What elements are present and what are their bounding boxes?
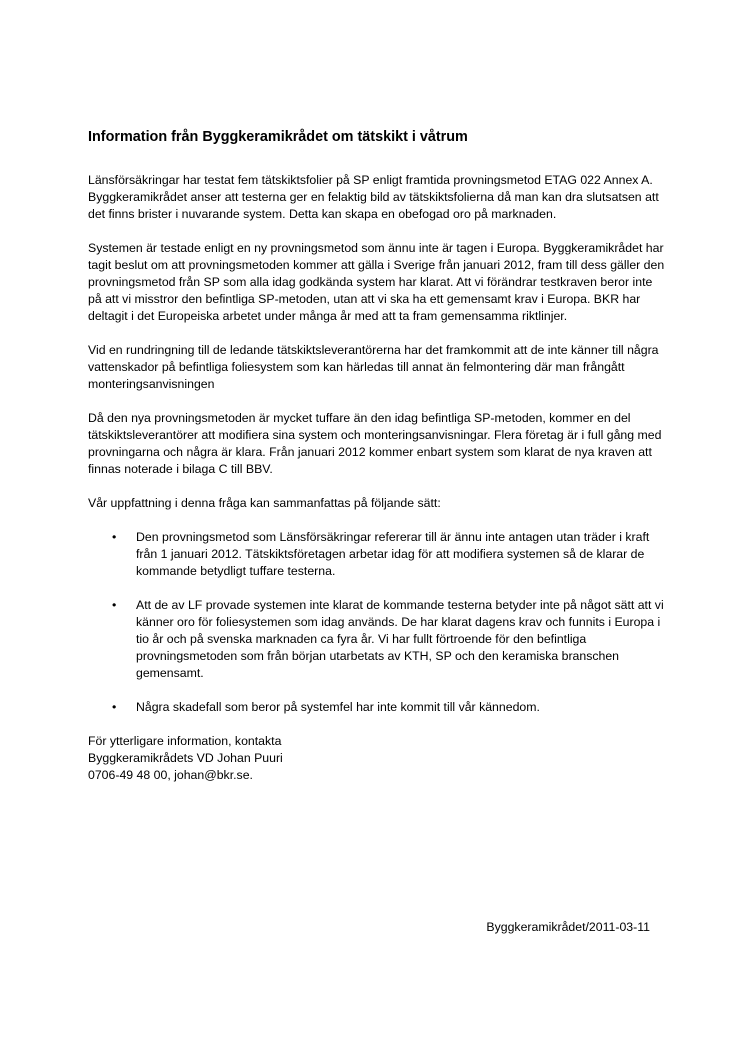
contact-line: 0706-49 48 00, johan@bkr.se.: [88, 768, 253, 782]
list-item: • Att de av LF provade systemen inte klarat de kommande testerna betyder inte på något sätt att vi känner oro för foliesystemen som idag används. De har klarat dagens krav och funnits i Europa i tio år och på svenska marknaden ca fyra år. Vi har fullt förtroende för den befintliga provningsmetoden som från början utarbetats av KTH, SP och den keramiska branschen gemensamt.: [136, 597, 666, 682]
document-title: Information från Byggkeramikrådet om tätskikt i våtrum: [88, 129, 468, 145]
summary-list: [88, 529, 666, 716]
paragraph: Vid en rundringning till de ledande tätskiktsleverantörerna har det framkommit att de inte känner till några vattenskador på befintliga foliesystem som kan härledas till annat än felmontering där man frångått monteringsanvisningen: [88, 343, 659, 391]
document-body: [88, 172, 666, 784]
list-item: • Några skadefall som beror på systemfel har inte kommit till vår kännedom.: [136, 699, 666, 716]
contact-block: [88, 733, 666, 784]
paragraph: Vår uppfattning i denna fråga kan sammanfattas på följande sätt:: [88, 496, 441, 510]
contact-line: Byggkeramikrådets VD Johan Puuri: [88, 751, 283, 765]
paragraph: Systemen är testade enligt en ny provningsmetod som ännu inte är tagen i Europa. Byggkeramikrådet har tagit beslut om att provningsmetoden kommer att gälla i Sverige från januari 2012, fram till dess gäller den provningsmetod från SP som alla idag godkända system har klarat. Att vi förändrar testkraven beror inte på att vi misstror den befintliga SP-metoden, utan att vi ska ha ett gemensamt krav i Europa. BKR har deltagit i det Europeiska arbetet under många år med att ta fram gemensamma riktlinjer.: [88, 241, 665, 323]
list-item: • Den provningsmetod som Länsförsäkringar refererar till är ännu inte antagen utan träder i kraft från 1 januari 2012. Tätskiktsföretagen arbetar idag för att modifiera systemen så de klarar de kommande betydligt tuffare testerna.: [136, 529, 666, 580]
contact-line: För ytterligare information, kontakta: [88, 734, 282, 748]
paragraph: Då den nya provningsmetoden är mycket tuffare än den idag befintliga SP-metoden, kommer en del tätskiktsleverantörer att modifiera sina system och monteringsanvisningar. Flera företag är i full gång med provningarna och några är klara. Från januari 2012 kommer enbart system som klarat de nya kraven att finnas noterade i bilaga C till BBV.: [88, 411, 662, 476]
paragraph: Länsförsäkringar har testat fem tätskiktsfolier på SP enligt framtida provningsmetod ETAG 022 Annex A. Byggkeramikrådet anser att testerna ger en felaktig bild av tätskiktsfolierna då man kan dra slutsatsen att det finns brister i nuvarande system. Detta kan skapa en obefogad oro på marknaden.: [88, 173, 659, 221]
signature-date: Byggkeramikrådet/2011-03-11: [486, 920, 650, 934]
